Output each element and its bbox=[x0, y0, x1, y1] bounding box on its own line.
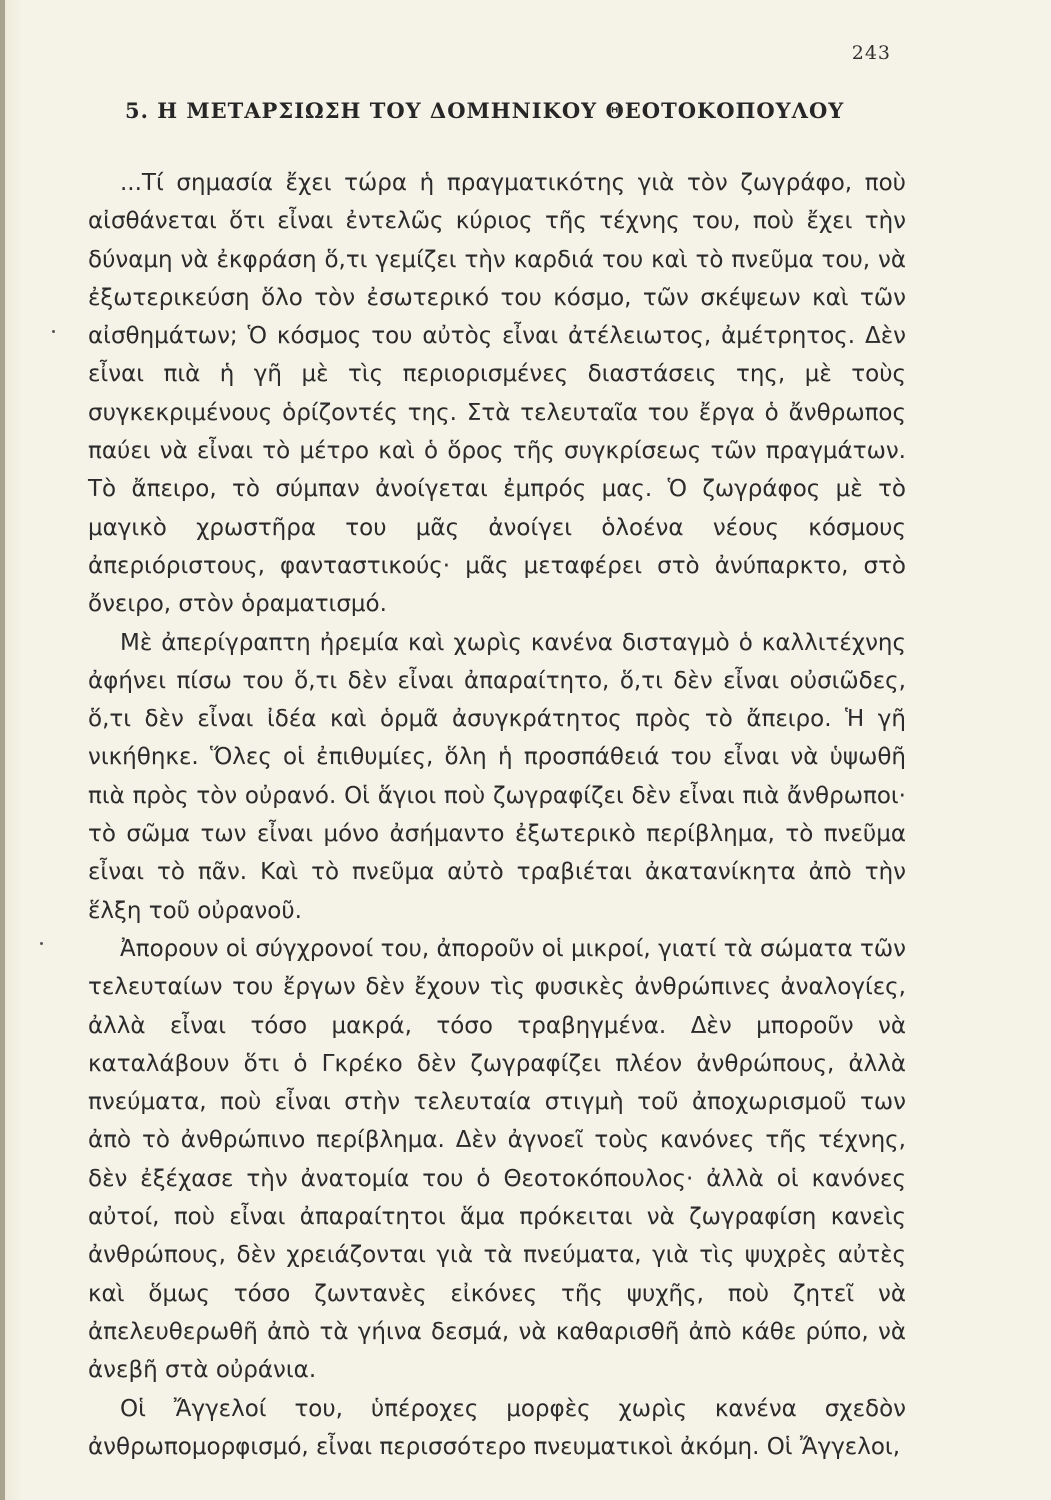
paragraph-4: Οἱ Ἄγγελοί του, ὑπέροχες μορφὲς χωρὶς κανένα σχεδὸν ἀνθρωπομορφισμό, εἶναι περισσότερο πνευματικοὶ ἀκόμη. Οἱ Ἄγγελοι, bbox=[88, 1395, 906, 1460]
chapter-title: 5. Η ΜΕΤΑΡΣΙΩΣΗ ΤΟΥ ΔΟΜΗΝΙΚΟΥ ΘΕΟΤΟΚΟΠΟΥΛΟΥ bbox=[125, 98, 845, 123]
print-speck bbox=[40, 942, 43, 945]
page-binding-edge bbox=[0, 0, 5, 1500]
paragraph-3: Ἀπορουν οἱ σύγχρονοί του, ἀποροῦν οἱ μικροί, γιατί τὰ σώματα τῶν τελευταίων του ἔργων δὲν ἔχουν τὶς φυσικὲς ἀνθρώπινες ἀναλογίες, ἀλλὰ εἶναι τόσο μακρά, τόσο τραβηγμένα. Δὲν μποροῦν νὰ καταλάβουν ὅτι ὁ Γκρέκο δὲν ζωγραφίζει πλέον ἀνθρώπους, ἀλλὰ πνεύματα, ποὺ εἶναι στὴν τελευταία στιγμὴ τοῦ ἀποχωρισμοῦ των ἀπὸ τὸ ἀνθρώπινο περίβλημα. Δὲν ἀγνοεῖ τοὺς κανόνες τῆς τέχνης, δὲν ἐξέχασε τὴν ἀνατομία του ὁ Θεοτοκόπουλος· ἀλλὰ οἱ κανόνες αὐτοί, ποὺ εἶναι ἀπαραίτητοι ἅμα πρόκειται νὰ ζωγραφίση κανεὶς ἀνθρώπους, δὲν χρειάζονται γιὰ τὰ πνεύματα, γιὰ τὶς ψυχρὲς αὐτὲς καὶ ὅμως τόσο ζωντανὲς εἰκόνες τῆς ψυχῆς, ποὺ ζητεῖ νὰ ἀπελευθερωθῆ ἀπὸ τὰ γήινα δεσμά, νὰ καθαρισθῆ ἀπὸ κάθε ρύπο, νὰ ἀνεβῆ στὰ οὐράνια. bbox=[88, 935, 906, 1384]
print-speck bbox=[52, 330, 55, 333]
paragraph-1: ...Τί σημασία ἔχει τώρα ἡ πραγματικότης γιὰ τὸν ζωγράφο, ποὺ αἰσθάνεται ὅτι εἶναι ἐντελῶς κύριος τῆς τέχνης του, ποὺ ἔχει τὴν δύναμη νὰ ἐκφράση ὅ,τι γεμίζει τὴν καρδιά του καὶ τὸ πνεῦμα του, νὰ ἐξωτερικεύση ὅλο τὸν ἐσωτερικό του κόσμο, τῶν σκέψεων καὶ τῶν αἰσθημάτων; Ὁ κόσμος του αὐτὸς εἶναι ἀτέλειωτος, ἀμέτρητος. Δὲν εἶναι πιὰ ἡ γῆ μὲ τὶς περιορισμένες διαστάσεις της, μὲ τοὺς συγκεκριμένους ὁρίζοντές της. Στὰ τελευταῖα του ἔργα ὁ ἄνθρωπος παύει νὰ εἶναι τὸ μέτρο καὶ ὁ ὅρος τῆς συγκρίσεως τῶν πραγμάτων. Τὸ ἄπειρο, τὸ σύμπαν ἀνοίγεται ἐμπρός μας. Ὁ ζωγράφος μὲ τὸ μαγικὸ χρωστῆρα του μᾶς ἀνοίγει ὁλοένα νέους κόσμους ἀπεριόριστους, φανταστικούς· μᾶς μεταφέρει στὸ ἀνύπαρκτο, στὸ ὄνειρο, στὸν ὁραματισμό. bbox=[88, 170, 906, 618]
page-number: 243 bbox=[851, 42, 891, 64]
paragraph-2: Μὲ ἀπερίγραπτη ἠρεμία καὶ χωρὶς κανένα δισταγμὸ ὁ καλλιτέχνης ἀφήνει πίσω του ὅ,τι δὲν εἶναι ἀπαραίτητο, ὅ,τι δὲν εἶναι οὐσιῶδες, ὅ,τι δὲν εἶναι ἰδέα καὶ ὁρμᾶ ἀσυγκράτητος πρὸς τὸ ἄπειρο. Ἡ γῆ νικήθηκε. Ὅλες οἱ ἐπιθυμίες, ὅλη ἡ προσπάθειά του εἶναι νὰ ὑψωθῆ πιὰ πρὸς τὸν οὐρανό. Οἱ ἅγιοι ποὺ ζωγραφίζει δὲν εἶναι πιὰ ἄνθρωποι· τὸ σῶμα των εἶναι μόνο ἀσήμαντο ἐξωτερικὸ περίβλημα, τὸ πνεῦμα εἶναι τὸ πᾶν. Καὶ τὸ πνεῦμα αὐτὸ τραβιέται ἀκατανίκητα ἀπὸ τὴν ἕλξη τοῦ οὐρανοῦ. bbox=[88, 629, 906, 924]
body-text bbox=[88, 164, 906, 1466]
